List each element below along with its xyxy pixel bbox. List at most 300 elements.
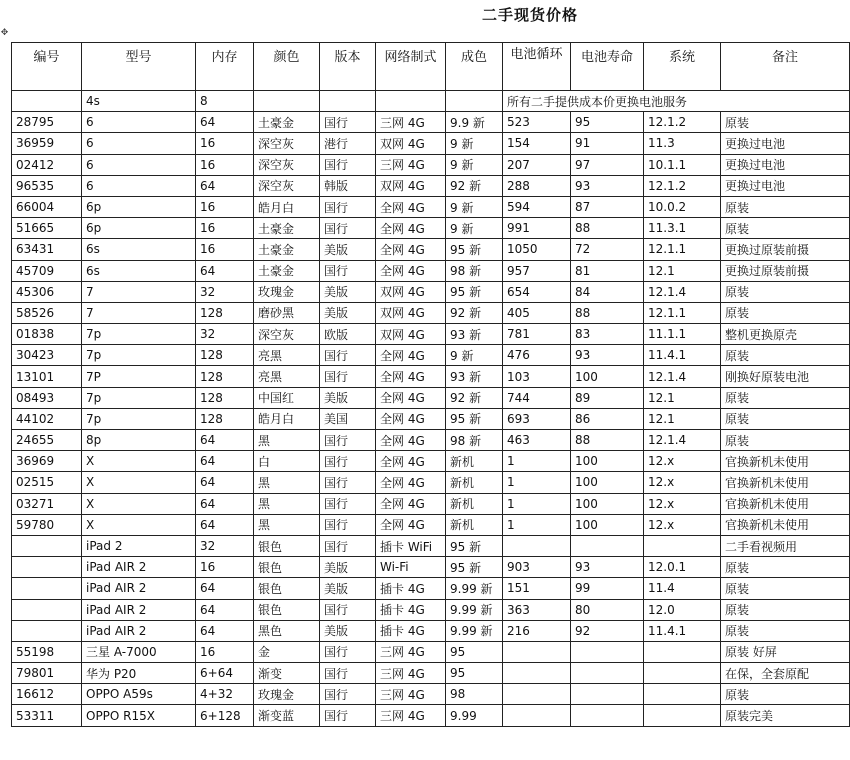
- cell-battery-cycles: 1: [503, 451, 571, 472]
- cell-memory: 64: [196, 112, 254, 133]
- cell-battery-health: 100: [571, 366, 644, 387]
- cell-battery-cycles: [503, 705, 571, 726]
- cell-network: 三网 4G: [376, 641, 446, 662]
- header-cell-network: 网络制式: [376, 43, 446, 91]
- cell-id: 51665: [12, 218, 82, 239]
- cell-version: 美版: [320, 281, 376, 302]
- cell-color: 白: [254, 451, 320, 472]
- cell-note: 原装: [721, 345, 850, 366]
- cell-network: 全网 4G: [376, 345, 446, 366]
- cell-note: 原装: [721, 281, 850, 302]
- cell-memory: 64: [196, 599, 254, 620]
- table-row: [12, 154, 850, 175]
- cell-condition: 95: [446, 641, 503, 662]
- cell-network: 三网 4G: [376, 112, 446, 133]
- cell-version: 港行: [320, 133, 376, 154]
- cell-battery-cycles: 781: [503, 324, 571, 345]
- cell-model: 6p: [82, 196, 196, 217]
- cell-network: 全网 4G: [376, 218, 446, 239]
- cell-battery-health: 86: [571, 408, 644, 429]
- cell-os: 11.4.1: [644, 620, 721, 641]
- cell-os: 10.1.1: [644, 154, 721, 175]
- cell-condition: 95 新: [446, 408, 503, 429]
- cell-color: 银色: [254, 599, 320, 620]
- table-row: [12, 324, 850, 345]
- cell-color: 皓月白: [254, 408, 320, 429]
- cell-model: X: [82, 451, 196, 472]
- cell-memory: 64: [196, 514, 254, 535]
- cell-color: 黑色: [254, 620, 320, 641]
- page-title: 二手现货价格: [482, 6, 579, 24]
- cell-note: 原装: [721, 218, 850, 239]
- cell-id: 13101: [12, 366, 82, 387]
- cell-memory: 128: [196, 366, 254, 387]
- cell-model: X: [82, 472, 196, 493]
- cell-network: 全网 4G: [376, 366, 446, 387]
- cell-battery-health: 88: [571, 430, 644, 451]
- cell-memory: 16: [196, 218, 254, 239]
- cell-memory: 32: [196, 535, 254, 556]
- table-move-handle-icon[interactable]: ✥: [0, 28, 9, 38]
- table-row: [12, 451, 850, 472]
- cell-network: 三网 4G: [376, 663, 446, 684]
- cell-version: 国行: [320, 641, 376, 662]
- cell-memory: 64: [196, 578, 254, 599]
- cell-note: 更换过电池: [721, 154, 850, 175]
- cell-battery-cycles: 744: [503, 387, 571, 408]
- header-cell-id: 编号: [12, 43, 82, 91]
- cell-color: 渐变: [254, 663, 320, 684]
- cell-memory: 64: [196, 175, 254, 196]
- cell-note: 二手看视频用: [721, 535, 850, 556]
- cell-network: 三网 4G: [376, 684, 446, 705]
- table-row: [12, 705, 850, 726]
- cell-battery-cycles: 1: [503, 493, 571, 514]
- cell-color: 深空灰: [254, 133, 320, 154]
- cell-model: 华为 P20: [82, 663, 196, 684]
- cell-os: 12.1.4: [644, 281, 721, 302]
- cell-model: 6: [82, 133, 196, 154]
- cell-condition: 9 新: [446, 154, 503, 175]
- cell-color: [254, 91, 320, 112]
- cell-id: 66004: [12, 196, 82, 217]
- cell-id: 16612: [12, 684, 82, 705]
- table-row: [12, 281, 850, 302]
- cell-id: 63431: [12, 239, 82, 260]
- cell-memory: 32: [196, 281, 254, 302]
- cell-condition: 92 新: [446, 175, 503, 196]
- cell-battery-cycles: [503, 663, 571, 684]
- cell-model: X: [82, 493, 196, 514]
- cell-battery-health: 93: [571, 345, 644, 366]
- cell-memory: 16: [196, 196, 254, 217]
- cell-network: 全网 4G: [376, 387, 446, 408]
- cell-battery-cycles: 288: [503, 175, 571, 196]
- table-row: [12, 514, 850, 535]
- cell-color: 银色: [254, 578, 320, 599]
- cell-model: 6p: [82, 218, 196, 239]
- cell-id: 59780: [12, 514, 82, 535]
- cell-battery-health: 88: [571, 302, 644, 323]
- cell-note: 在保，全套原配: [721, 663, 850, 684]
- cell-network: 三网 4G: [376, 154, 446, 175]
- cell-model: 7p: [82, 408, 196, 429]
- cell-condition: 93 新: [446, 366, 503, 387]
- cell-os: 12.1.2: [644, 175, 721, 196]
- cell-version: 国行: [320, 154, 376, 175]
- cell-version: 国行: [320, 112, 376, 133]
- cell-memory: 32: [196, 324, 254, 345]
- cell-id: 24655: [12, 430, 82, 451]
- cell-battery-cycles: 154: [503, 133, 571, 154]
- cell-version: 国行: [320, 366, 376, 387]
- table-row: [12, 302, 850, 323]
- cell-condition: 新机: [446, 451, 503, 472]
- cell-memory: 64: [196, 620, 254, 641]
- cell-os: 12.1.1: [644, 239, 721, 260]
- cell-condition: 9 新: [446, 345, 503, 366]
- cell-battery-cycles: 151: [503, 578, 571, 599]
- cell-condition: 95 新: [446, 239, 503, 260]
- cell-model: 7: [82, 281, 196, 302]
- cell-condition: 95 新: [446, 557, 503, 578]
- cell-battery-cycles: 693: [503, 408, 571, 429]
- cell-network: 双网 4G: [376, 324, 446, 345]
- table-row: [12, 578, 850, 599]
- cell-os: 10.0.2: [644, 196, 721, 217]
- cell-battery-health: 72: [571, 239, 644, 260]
- cell-network: 三网 4G: [376, 705, 446, 726]
- cell-color: 银色: [254, 535, 320, 556]
- cell-color: 深空灰: [254, 175, 320, 196]
- cell-os: 11.4.1: [644, 345, 721, 366]
- cell-color: 渐变蓝: [254, 705, 320, 726]
- cell-version: 国行: [320, 430, 376, 451]
- cell-note: 原装: [721, 408, 850, 429]
- table-row: [12, 599, 850, 620]
- table-row: [12, 91, 850, 112]
- cell-note: 原装完美: [721, 705, 850, 726]
- price-table: [11, 42, 850, 727]
- cell-version: 美版: [320, 578, 376, 599]
- cell-os: 11.3.1: [644, 218, 721, 239]
- cell-condition: 9.9 新: [446, 112, 503, 133]
- cell-battery-cycles: 1: [503, 514, 571, 535]
- table-row: [12, 387, 850, 408]
- cell-model: iPad AIR 2: [82, 620, 196, 641]
- cell-version: 国行: [320, 260, 376, 281]
- cell-condition: 93 新: [446, 324, 503, 345]
- cell-battery-health: 100: [571, 451, 644, 472]
- cell-model: 三星 A-7000: [82, 641, 196, 662]
- cell-battery-health: [571, 641, 644, 662]
- cell-battery-health: 93: [571, 175, 644, 196]
- header-cell-version: 版本: [320, 43, 376, 91]
- cell-battery-health: 99: [571, 578, 644, 599]
- cell-battery-cycles: 1050: [503, 239, 571, 260]
- cell-note: 更换过原装前摄: [721, 239, 850, 260]
- cell-id: 02412: [12, 154, 82, 175]
- header-cell-note: 备注: [721, 43, 850, 91]
- table-row: [12, 620, 850, 641]
- header-row: [12, 43, 850, 91]
- table-row: [12, 430, 850, 451]
- cell-os: 12.1.2: [644, 112, 721, 133]
- cell-memory: 6+64: [196, 663, 254, 684]
- cell-version: 美版: [320, 302, 376, 323]
- cell-model: 7p: [82, 324, 196, 345]
- cell-color: 玫瑰金: [254, 684, 320, 705]
- cell-version: 韩版: [320, 175, 376, 196]
- cell-version: 美版: [320, 387, 376, 408]
- cell-os: 12.1: [644, 408, 721, 429]
- cell-id: [12, 599, 82, 620]
- table-row: [12, 196, 850, 217]
- cell-version: 国行: [320, 493, 376, 514]
- cell-memory: 16: [196, 557, 254, 578]
- cell-os: 12.x: [644, 493, 721, 514]
- cell-os: [644, 641, 721, 662]
- cell-note: 原装 好屏: [721, 641, 850, 662]
- table-row: [12, 535, 850, 556]
- cell-os: 12.x: [644, 472, 721, 493]
- cell-note: 原装: [721, 557, 850, 578]
- cell-memory: 8: [196, 91, 254, 112]
- cell-model: iPad 2: [82, 535, 196, 556]
- cell-model: X: [82, 514, 196, 535]
- table-row: [12, 472, 850, 493]
- cell-version: 美版: [320, 239, 376, 260]
- cell-condition: 9 新: [446, 218, 503, 239]
- cell-battery-health: 93: [571, 557, 644, 578]
- cell-model: 7p: [82, 387, 196, 408]
- cell-condition: 98: [446, 684, 503, 705]
- cell-id: 55198: [12, 641, 82, 662]
- cell-id: [12, 620, 82, 641]
- cell-id: 03271: [12, 493, 82, 514]
- cell-color: 亮黑: [254, 366, 320, 387]
- cell-note: 原装: [721, 599, 850, 620]
- cell-os: 12.1.1: [644, 302, 721, 323]
- cell-note: 更换过电池: [721, 133, 850, 154]
- header-cell-memory: 内存: [196, 43, 254, 91]
- cell-id: 30423: [12, 345, 82, 366]
- cell-memory: 16: [196, 133, 254, 154]
- cell-battery-health: 84: [571, 281, 644, 302]
- cell-battery-cycles: 405: [503, 302, 571, 323]
- cell-memory: 16: [196, 239, 254, 260]
- cell-note: 更换过原装前摄: [721, 260, 850, 281]
- cell-battery-cycles: 207: [503, 154, 571, 175]
- cell-condition: 9.99 新: [446, 620, 503, 641]
- cell-color: 金: [254, 641, 320, 662]
- table-row: [12, 218, 850, 239]
- cell-condition: 98 新: [446, 430, 503, 451]
- cell-color: 黑: [254, 514, 320, 535]
- cell-model: 7p: [82, 345, 196, 366]
- cell-note: 原装: [721, 578, 850, 599]
- cell-os: 12.1.4: [644, 366, 721, 387]
- cell-version: 欧版: [320, 324, 376, 345]
- cell-model: 6s: [82, 239, 196, 260]
- cell-battery-cycles: 476: [503, 345, 571, 366]
- cell-note: 整机更换原壳: [721, 324, 850, 345]
- cell-battery-cycles: 103: [503, 366, 571, 387]
- cell-condition: 9.99 新: [446, 578, 503, 599]
- cell-model: 7P: [82, 366, 196, 387]
- cell-memory: 64: [196, 493, 254, 514]
- cell-version: 国行: [320, 663, 376, 684]
- cell-model: 6s: [82, 260, 196, 281]
- cell-version: 国行: [320, 345, 376, 366]
- cell-condition: [446, 91, 503, 112]
- cell-id: 45709: [12, 260, 82, 281]
- table-row: [12, 260, 850, 281]
- cell-condition: 98 新: [446, 260, 503, 281]
- cell-os: 12.0.1: [644, 557, 721, 578]
- cell-battery-health: 91: [571, 133, 644, 154]
- cell-id: 96535: [12, 175, 82, 196]
- cell-version: 国行: [320, 599, 376, 620]
- cell-condition: 95 新: [446, 535, 503, 556]
- cell-memory: 4+32: [196, 684, 254, 705]
- cell-version: 国行: [320, 705, 376, 726]
- cell-os: 12.x: [644, 514, 721, 535]
- cell-id: 79801: [12, 663, 82, 684]
- table-row: [12, 663, 850, 684]
- table-row: [12, 366, 850, 387]
- cell-battery-cycles: 463: [503, 430, 571, 451]
- cell-id: [12, 578, 82, 599]
- cell-network: 插卡 WiFi: [376, 535, 446, 556]
- header-cell-model: 型号: [82, 43, 196, 91]
- cell-note: 原装: [721, 684, 850, 705]
- cell-color: 亮黑: [254, 345, 320, 366]
- cell-note: 原装: [721, 196, 850, 217]
- table-row: [12, 345, 850, 366]
- cell-color: 土豪金: [254, 260, 320, 281]
- cell-battery-health: 83: [571, 324, 644, 345]
- cell-color: 中国红: [254, 387, 320, 408]
- cell-memory: 64: [196, 430, 254, 451]
- cell-battery-cycles: 1: [503, 472, 571, 493]
- cell-network: 插卡 4G: [376, 620, 446, 641]
- cell-memory: 128: [196, 408, 254, 429]
- cell-id: 53311: [12, 705, 82, 726]
- cell-battery-cycles: 991: [503, 218, 571, 239]
- cell-network: 插卡 4G: [376, 599, 446, 620]
- cell-color: 皓月白: [254, 196, 320, 217]
- cell-id: 45306: [12, 281, 82, 302]
- cell-memory: 6+128: [196, 705, 254, 726]
- table-row: [12, 493, 850, 514]
- cell-network: 全网 4G: [376, 408, 446, 429]
- cell-color: 深空灰: [254, 324, 320, 345]
- cell-battery-cycles: 903: [503, 557, 571, 578]
- cell-battery-health: 87: [571, 196, 644, 217]
- cell-os: 12.0: [644, 599, 721, 620]
- cell-battery-health: 89: [571, 387, 644, 408]
- cell-battery-cycles: [503, 641, 571, 662]
- cell-memory: 64: [196, 260, 254, 281]
- cell-version: 国行: [320, 196, 376, 217]
- cell-note: 原装: [721, 387, 850, 408]
- cell-os: 12.1.4: [644, 430, 721, 451]
- cell-os: 12.1: [644, 260, 721, 281]
- cell-network: 全网 4G: [376, 451, 446, 472]
- cell-network: 双网 4G: [376, 302, 446, 323]
- cell-battery-health: [571, 663, 644, 684]
- cell-battery-health: 100: [571, 514, 644, 535]
- cell-id: 36969: [12, 451, 82, 472]
- cell-memory: 16: [196, 154, 254, 175]
- header-cell-battery-cycles: 电池循环: [503, 43, 571, 91]
- cell-network: 双网 4G: [376, 175, 446, 196]
- table-row: [12, 175, 850, 196]
- cell-version: 美国: [320, 408, 376, 429]
- cell-memory: 128: [196, 387, 254, 408]
- table-row: [12, 557, 850, 578]
- cell-network: 双网 4G: [376, 281, 446, 302]
- cell-id: 28795: [12, 112, 82, 133]
- cell-network: 全网 4G: [376, 430, 446, 451]
- cell-note: 刚换好原装电池: [721, 366, 850, 387]
- cell-network: 全网 4G: [376, 493, 446, 514]
- cell-os: [644, 535, 721, 556]
- header-cell-battery-health: 电池寿命: [571, 43, 644, 91]
- cell-battery-cycles: [503, 684, 571, 705]
- cell-battery-health: 97: [571, 154, 644, 175]
- cell-note: 官换新机未使用: [721, 451, 850, 472]
- cell-version: [320, 91, 376, 112]
- cell-os: 11.1.1: [644, 324, 721, 345]
- cell-version: 国行: [320, 451, 376, 472]
- cell-os: [644, 684, 721, 705]
- cell-color: 黑: [254, 493, 320, 514]
- cell-memory: 16: [196, 641, 254, 662]
- cell-model: iPad AIR 2: [82, 578, 196, 599]
- cell-network: 全网 4G: [376, 472, 446, 493]
- cell-memory: 64: [196, 451, 254, 472]
- cell-color: 土豪金: [254, 218, 320, 239]
- cell-battery-health: 100: [571, 493, 644, 514]
- table-row: [12, 112, 850, 133]
- cell-color: 玫瑰金: [254, 281, 320, 302]
- cell-color: 土豪金: [254, 239, 320, 260]
- cell-version: 国行: [320, 218, 376, 239]
- cell-battery-health: 95: [571, 112, 644, 133]
- cell-note: 官换新机未使用: [721, 493, 850, 514]
- cell-os: 11.4: [644, 578, 721, 599]
- cell-model: 6: [82, 154, 196, 175]
- header-cell-condition: 成色: [446, 43, 503, 91]
- cell-network: 双网 4G: [376, 133, 446, 154]
- cell-condition: 9.99 新: [446, 599, 503, 620]
- cell-os: 12.x: [644, 451, 721, 472]
- cell-color: 黑: [254, 472, 320, 493]
- cell-memory: 128: [196, 302, 254, 323]
- cell-condition: 9.99: [446, 705, 503, 726]
- cell-battery-health: [571, 705, 644, 726]
- cell-battery-health: [571, 684, 644, 705]
- cell-version: 国行: [320, 684, 376, 705]
- battery-service-note: 所有二手提供成本价更换电池服务: [503, 91, 850, 112]
- cell-condition: 新机: [446, 472, 503, 493]
- cell-id: 01838: [12, 324, 82, 345]
- cell-color: 深空灰: [254, 154, 320, 175]
- cell-note: 官换新机未使用: [721, 472, 850, 493]
- cell-version: 国行: [320, 514, 376, 535]
